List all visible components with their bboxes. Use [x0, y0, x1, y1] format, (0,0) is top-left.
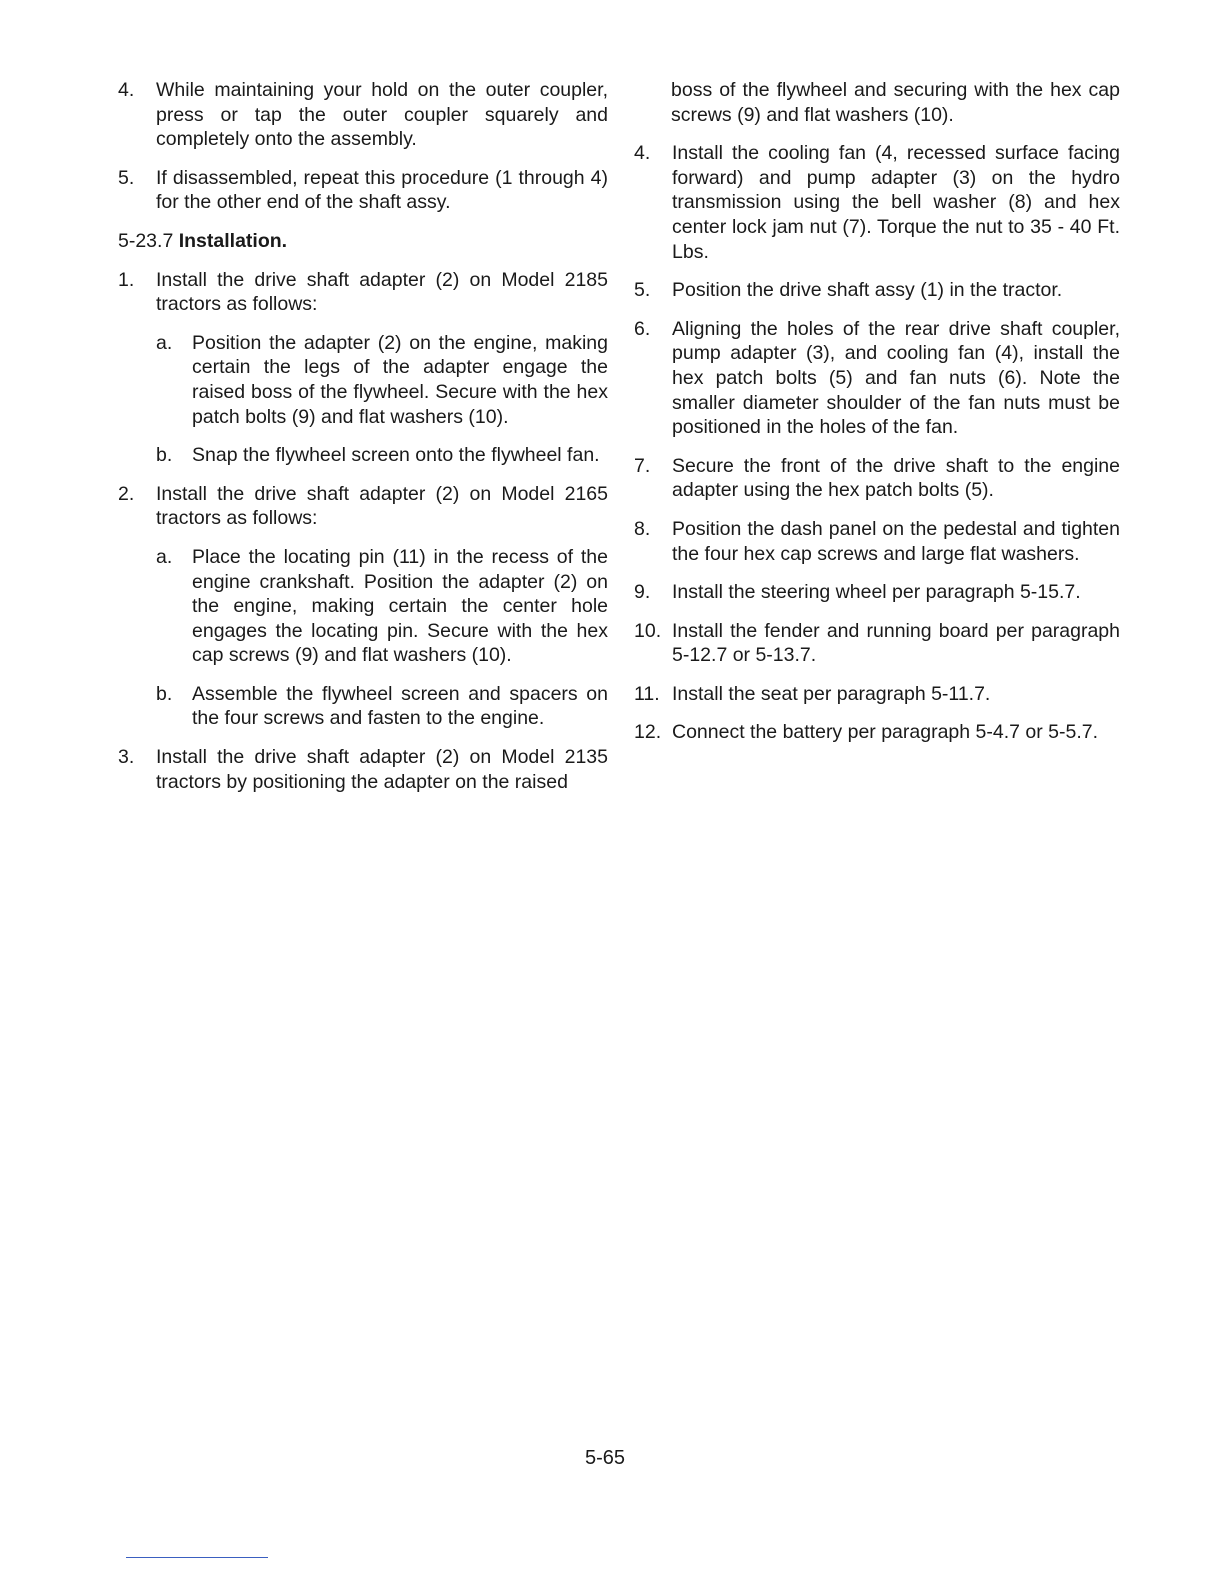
step-number: 7.: [634, 454, 651, 477]
step-3-continuation: boss of the flywheel and securing with the hex cap screws (9) and flat washers (10).: [671, 79, 1120, 126]
left-column: [118, 78, 608, 808]
installation-step-11: [634, 682, 1120, 707]
substep-letter: b.: [156, 682, 173, 705]
installation-step-4: [634, 141, 1120, 264]
step-text: Position the dash panel on the pedestal and tighten the four hex cap screws and large flat washers.: [672, 517, 1120, 565]
step-number: 5.: [118, 166, 135, 189]
step-number: 3.: [118, 746, 135, 769]
substep-1a: [156, 331, 608, 429]
step-text: While maintaining your hold on the outer coupler, press or tap the outer coupler squarely and completely onto the assembly.: [156, 79, 608, 151]
step-number: 4.: [634, 142, 651, 165]
installation-step-3: [118, 745, 608, 794]
step-text: If disassembled, repeat this procedure (1 through 4) for the other end of the shaft assy.: [156, 166, 608, 214]
installation-step-12: [634, 720, 1120, 745]
substep-text: Snap the flywheel screen onto the flywheel fan.: [192, 444, 600, 467]
substep-2b: [156, 682, 608, 731]
installation-step-10: [634, 619, 1120, 668]
section-heading: [118, 229, 608, 254]
substep-letter: a.: [156, 331, 173, 354]
step-text: Install the seat per paragraph 5-11.7.: [672, 682, 991, 705]
substep-1b: [156, 443, 608, 468]
installation-step-1: [118, 268, 608, 317]
substep-text: Position the adapter (2) on the engine, making certain the legs of the adapter engage the raised boss of the flywheel. Secure with the hex patch bolts (9) and flat washers (10).: [192, 331, 608, 428]
substep-letter: b.: [156, 444, 173, 467]
step-number: 8.: [634, 517, 651, 540]
installation-step-9: [634, 580, 1120, 605]
step-text: Install the fender and running board per paragraph 5-12.7 or 5-13.7.: [672, 619, 1120, 667]
step-number: 10.: [634, 619, 662, 642]
step-text: Connect the battery per paragraph 5-4.7 or 5-5.7.: [672, 721, 1099, 744]
installation-step-6: [634, 317, 1120, 440]
step-number: 4.: [118, 79, 135, 101]
step-text: Install the drive shaft adapter (2) on Model 2165 tractors as follows:: [156, 482, 608, 530]
step-text: Install the drive shaft adapter (2) on Model 2135 tractors by positioning the adapter on the raised: [156, 746, 608, 793]
step-text: Install the drive shaft adapter (2) on Model 2185 tractors as follows:: [156, 268, 608, 316]
step-text: Install the cooling fan (4, recessed surface facing forward) and pump adapter (3) on the hydro transmission using the bell washer (8) and hex center lock jam nut (7). Torque the nut to 35 - 40 Ft. Lbs.: [672, 142, 1120, 263]
substep-text: Assemble the flywheel screen and spacers on the four screws and fasten to the engine.: [192, 682, 608, 730]
step-number: 5.: [634, 279, 651, 302]
step-text: Secure the front of the drive shaft to the engine adapter using the hex patch bolts (5).: [672, 454, 1120, 502]
step-text: Aligning the holes of the rear drive shaft coupler, pump adapter (3), and cooling fan (4), install the hex patch bolts (5) and fan nuts (6). Note the smaller diameter shoulder of the fan nuts must be positioned in the holes of the fan.: [672, 317, 1120, 439]
step-number: 11.: [634, 682, 660, 705]
step-number: 6.: [634, 317, 651, 340]
step-number: 2.: [118, 482, 135, 505]
substep-letter: a.: [156, 545, 173, 568]
page-number: 5-65: [584, 1447, 626, 1469]
installation-step-2: [118, 482, 608, 531]
step-number: 1.: [118, 268, 135, 291]
step-text: Position the drive shaft assy (1) in the tractor.: [672, 279, 1063, 302]
step-5: [118, 166, 608, 215]
section-number: 5-23.7: [118, 229, 174, 252]
footer-rule: [126, 1557, 268, 1558]
installation-step-7: [634, 454, 1120, 503]
step-number: 9.: [634, 581, 651, 604]
section-title: Installation.: [178, 229, 288, 252]
installation-step-5: [634, 278, 1120, 303]
right-column: [634, 78, 1120, 759]
step-number: 12.: [634, 721, 662, 744]
substep-text: Place the locating pin (11) in the recess of the engine crankshaft. Position the adapter (2) on the engine, making certain the center hole engages the locating pin. Secure with the hex cap screws (9) and flat washers (10).: [192, 545, 608, 667]
step-4: [118, 78, 608, 152]
substep-2a: [156, 545, 608, 668]
step-text: Install the steering wheel per paragraph 5-15.7.: [672, 581, 1081, 604]
installation-step-8: [634, 517, 1120, 566]
